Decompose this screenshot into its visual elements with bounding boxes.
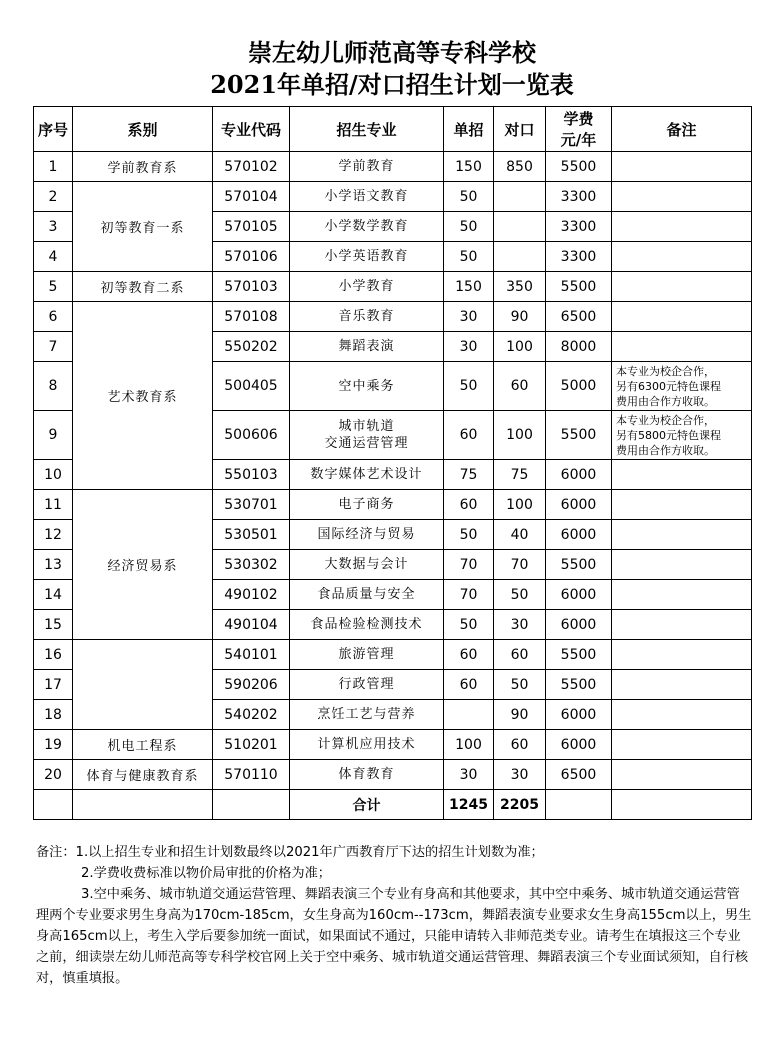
cell-note: [612, 242, 752, 272]
cell-single: 60: [444, 411, 494, 460]
cell-major: 舞蹈表演: [290, 332, 444, 362]
cell-code: 540202: [213, 700, 290, 730]
cell-duikou: 90: [494, 302, 546, 332]
cell-note: [612, 610, 752, 640]
cell-fee: 6000: [546, 580, 612, 610]
total-row: [34, 790, 752, 820]
cell-note: [612, 460, 752, 490]
cell-single: 30: [444, 332, 494, 362]
cell-note: [612, 152, 752, 182]
cell-code: [213, 790, 290, 820]
cell-fee: 6500: [546, 760, 612, 790]
cell-seq: 15: [34, 610, 73, 640]
major-line: 交通运营管理: [324, 436, 409, 451]
cell-major: [290, 411, 444, 460]
cell-duikou: [494, 182, 546, 212]
cell-duikou: 100: [494, 332, 546, 362]
cell-dept: [73, 790, 213, 820]
cell-seq: [34, 790, 73, 820]
cell-fee: 5500: [546, 640, 612, 670]
cell-single: 60: [444, 490, 494, 520]
cell-seq: 11: [34, 490, 73, 520]
cell-single: 150: [444, 272, 494, 302]
cell-seq: 18: [34, 700, 73, 730]
cell-duikou: 90: [494, 700, 546, 730]
cell-seq: 14: [34, 580, 73, 610]
header-dept: 系别: [73, 107, 213, 152]
cell-fee: 5500: [546, 411, 612, 460]
cell-note: [612, 490, 752, 520]
cell-note: [612, 182, 752, 212]
cell-note: [612, 550, 752, 580]
table-row: [34, 152, 752, 182]
cell-code: 530701: [213, 490, 290, 520]
cell-seq: 13: [34, 550, 73, 580]
cell-major: 体育教育: [290, 760, 444, 790]
cell-dept: 艺术教育系: [73, 302, 213, 490]
cell-code: 550103: [213, 460, 290, 490]
cell-dept: 经济贸易系: [73, 490, 213, 640]
cell-code: 550202: [213, 332, 290, 362]
header-duikou: 对口: [494, 107, 546, 152]
major-line: 城市轨道: [338, 419, 395, 434]
enrollment-plan-table: [33, 106, 752, 820]
note-line: 另有6300元特色课程: [616, 379, 721, 393]
table-row: [34, 182, 752, 212]
cell-duikou: 60: [494, 730, 546, 760]
table-row: [34, 490, 752, 520]
cell-single: 50: [444, 182, 494, 212]
cell-fee: 3300: [546, 182, 612, 212]
table-row: [34, 272, 752, 302]
remarks: [36, 842, 752, 989]
cell-single: 50: [444, 212, 494, 242]
header-fee-line1: 学费: [563, 110, 594, 128]
cell-single: 150: [444, 152, 494, 182]
cell-dept: 初等教育一系: [73, 182, 213, 272]
cell-single: 50: [444, 362, 494, 411]
cell-dept: [73, 640, 213, 730]
cell-seq: 7: [34, 332, 73, 362]
cell-major: 数字媒体艺术设计: [290, 460, 444, 490]
cell-fee: 3300: [546, 242, 612, 272]
cell-major: 食品检验检测技术: [290, 610, 444, 640]
cell-duikou: 60: [494, 362, 546, 411]
cell-major: 学前教育: [290, 152, 444, 182]
cell-single: 30: [444, 302, 494, 332]
cell-major: 国际经济与贸易: [290, 520, 444, 550]
cell-duikou: [494, 242, 546, 272]
cell-note: [612, 302, 752, 332]
cell-note: [612, 332, 752, 362]
cell-seq: 16: [34, 640, 73, 670]
cell-code: 570106: [213, 242, 290, 272]
cell-seq: 3: [34, 212, 73, 242]
cell-major: 旅游管理: [290, 640, 444, 670]
header-fee-line2: 元/年: [560, 131, 597, 149]
remark-line-1: 备注：1.以上招生专业和招生计划数最终以2021年广西教育厅下达的招生计划数为准；: [36, 845, 544, 860]
document-title: 崇左幼儿师范高等专科学校: [248, 38, 536, 67]
cell-fee: 5500: [546, 550, 612, 580]
cell-major: 空中乘务: [290, 362, 444, 411]
cell-code: 570110: [213, 760, 290, 790]
header-major: 招生专业: [290, 107, 444, 152]
cell-fee: 3300: [546, 212, 612, 242]
cell-single: 30: [444, 760, 494, 790]
table-row: [34, 302, 752, 332]
header-note: 备注: [612, 107, 752, 152]
cell-duikou: 60: [494, 640, 546, 670]
cell-fee: 5500: [546, 670, 612, 700]
note-line: 本专业为校企合作，: [616, 364, 715, 378]
cell-fee: 6000: [546, 460, 612, 490]
cell-major: 音乐教育: [290, 302, 444, 332]
cell-fee: 6000: [546, 610, 612, 640]
table-header-row: [34, 107, 752, 152]
table-row: [34, 760, 752, 790]
total-label: 合计: [290, 790, 444, 820]
note-line: 另有5800元特色课程: [616, 428, 721, 442]
cell-major: 大数据与会计: [290, 550, 444, 580]
cell-fee: 5000: [546, 362, 612, 411]
cell-duikou: 100: [494, 411, 546, 460]
cell-note: [612, 580, 752, 610]
note-line: 费用由合作方收取。: [616, 443, 715, 457]
cell-fee: 6000: [546, 700, 612, 730]
cell-note: [612, 520, 752, 550]
cell-seq: 17: [34, 670, 73, 700]
cell-major: 小学语文教育: [290, 182, 444, 212]
cell-single: [444, 700, 494, 730]
cell-fee: 6000: [546, 730, 612, 760]
cell-single: 70: [444, 550, 494, 580]
cell-duikou: 50: [494, 580, 546, 610]
cell-seq: 19: [34, 730, 73, 760]
cell-code: 490102: [213, 580, 290, 610]
document-subtitle: 2021年单招/对口招生计划一览表: [210, 70, 574, 99]
cell-duikou: 70: [494, 550, 546, 580]
cell-fee: [546, 790, 612, 820]
cell-note: [612, 730, 752, 760]
note-line: 费用由合作方收取。: [616, 394, 715, 408]
cell-single: 50: [444, 610, 494, 640]
cell-code: 570105: [213, 212, 290, 242]
cell-code: 490104: [213, 610, 290, 640]
cell-note: [612, 790, 752, 820]
cell-major: 行政管理: [290, 670, 444, 700]
cell-seq: 8: [34, 362, 73, 411]
cell-duikou: 75: [494, 460, 546, 490]
cell-major: 小学数学教育: [290, 212, 444, 242]
cell-fee: 5500: [546, 152, 612, 182]
cell-duikou: 30: [494, 610, 546, 640]
remark-line-3: 3.空中乘务、城市轨道交通运营管理、舞蹈表演三个专业有身高和其他要求，其中空中乘务、城市轨道交通运营管理两个专业要求男生身高为170cm-185cm，女生身高为160cm--173cm，舞蹈表演专业要求女生身高155cm以上，男生身高165cm以上，考生入学后要参加统一面试，如果面试不通过，只能申请转入非师范类专业。请考生在填报这三个专业之前，细读崇左幼儿师范高等专科学校官网上关于空中乘务、城市轨道交通运营管理、舞蹈表演三个专业面试须知，自行核对，慎重填报。: [36, 887, 752, 986]
cell-duikou: 850: [494, 152, 546, 182]
header-single: 单招: [444, 107, 494, 152]
cell-single: 70: [444, 580, 494, 610]
cell-note: [612, 272, 752, 302]
cell-duikou: [494, 212, 546, 242]
cell-major: 计算机应用技术: [290, 730, 444, 760]
cell-duikou: 30: [494, 760, 546, 790]
cell-fee: 6000: [546, 520, 612, 550]
cell-code: 570102: [213, 152, 290, 182]
note-line: 本专业为校企合作，: [616, 413, 715, 427]
cell-seq: 5: [34, 272, 73, 302]
header-seq: 序号: [34, 107, 73, 152]
cell-note: [612, 670, 752, 700]
cell-seq: 9: [34, 411, 73, 460]
cell-code: 530302: [213, 550, 290, 580]
cell-note: [612, 760, 752, 790]
cell-code: 500405: [213, 362, 290, 411]
cell-seq: 4: [34, 242, 73, 272]
cell-major: 电子商务: [290, 490, 444, 520]
cell-seq: 10: [34, 460, 73, 490]
cell-major: 烹饪工艺与营养: [290, 700, 444, 730]
cell-code: 590206: [213, 670, 290, 700]
cell-seq: 1: [34, 152, 73, 182]
cell-fee: 5500: [546, 272, 612, 302]
cell-fee: 8000: [546, 332, 612, 362]
cell-dept: 体育与健康教育系: [73, 760, 213, 790]
cell-duikou: 50: [494, 670, 546, 700]
cell-single: 60: [444, 670, 494, 700]
cell-major: 食品质量与安全: [290, 580, 444, 610]
cell-note: [612, 640, 752, 670]
total-duikou: 2205: [494, 790, 546, 820]
cell-single: 100: [444, 730, 494, 760]
cell-seq: 12: [34, 520, 73, 550]
cell-code: 500606: [213, 411, 290, 460]
cell-code: 570108: [213, 302, 290, 332]
cell-duikou: 100: [494, 490, 546, 520]
cell-dept: 机电工程系: [73, 730, 213, 760]
table-row: [34, 730, 752, 760]
cell-duikou: 40: [494, 520, 546, 550]
cell-note: [612, 212, 752, 242]
cell-code: 510201: [213, 730, 290, 760]
cell-major: 小学教育: [290, 272, 444, 302]
cell-code: 570104: [213, 182, 290, 212]
cell-single: 50: [444, 520, 494, 550]
cell-seq: 20: [34, 760, 73, 790]
cell-dept: 初等教育二系: [73, 272, 213, 302]
cell-single: 50: [444, 242, 494, 272]
cell-seq: 6: [34, 302, 73, 332]
cell-fee: 6000: [546, 490, 612, 520]
cell-code: 570103: [213, 272, 290, 302]
cell-duikou: 350: [494, 272, 546, 302]
cell-note: [612, 411, 752, 460]
remark-line-2: 2.学费收费标准以物价局审批的价格为准；: [81, 866, 331, 881]
cell-single: 60: [444, 640, 494, 670]
cell-dept: 学前教育系: [73, 152, 213, 182]
cell-code: 540101: [213, 640, 290, 670]
cell-code: 530501: [213, 520, 290, 550]
cell-note: [612, 700, 752, 730]
table-row: [34, 640, 752, 670]
total-single: 1245: [444, 790, 494, 820]
cell-note: [612, 362, 752, 411]
header-fee: [546, 107, 612, 152]
cell-seq: 2: [34, 182, 73, 212]
header-code: 专业代码: [213, 107, 290, 152]
cell-fee: 6500: [546, 302, 612, 332]
cell-major: 小学英语教育: [290, 242, 444, 272]
cell-single: 75: [444, 460, 494, 490]
